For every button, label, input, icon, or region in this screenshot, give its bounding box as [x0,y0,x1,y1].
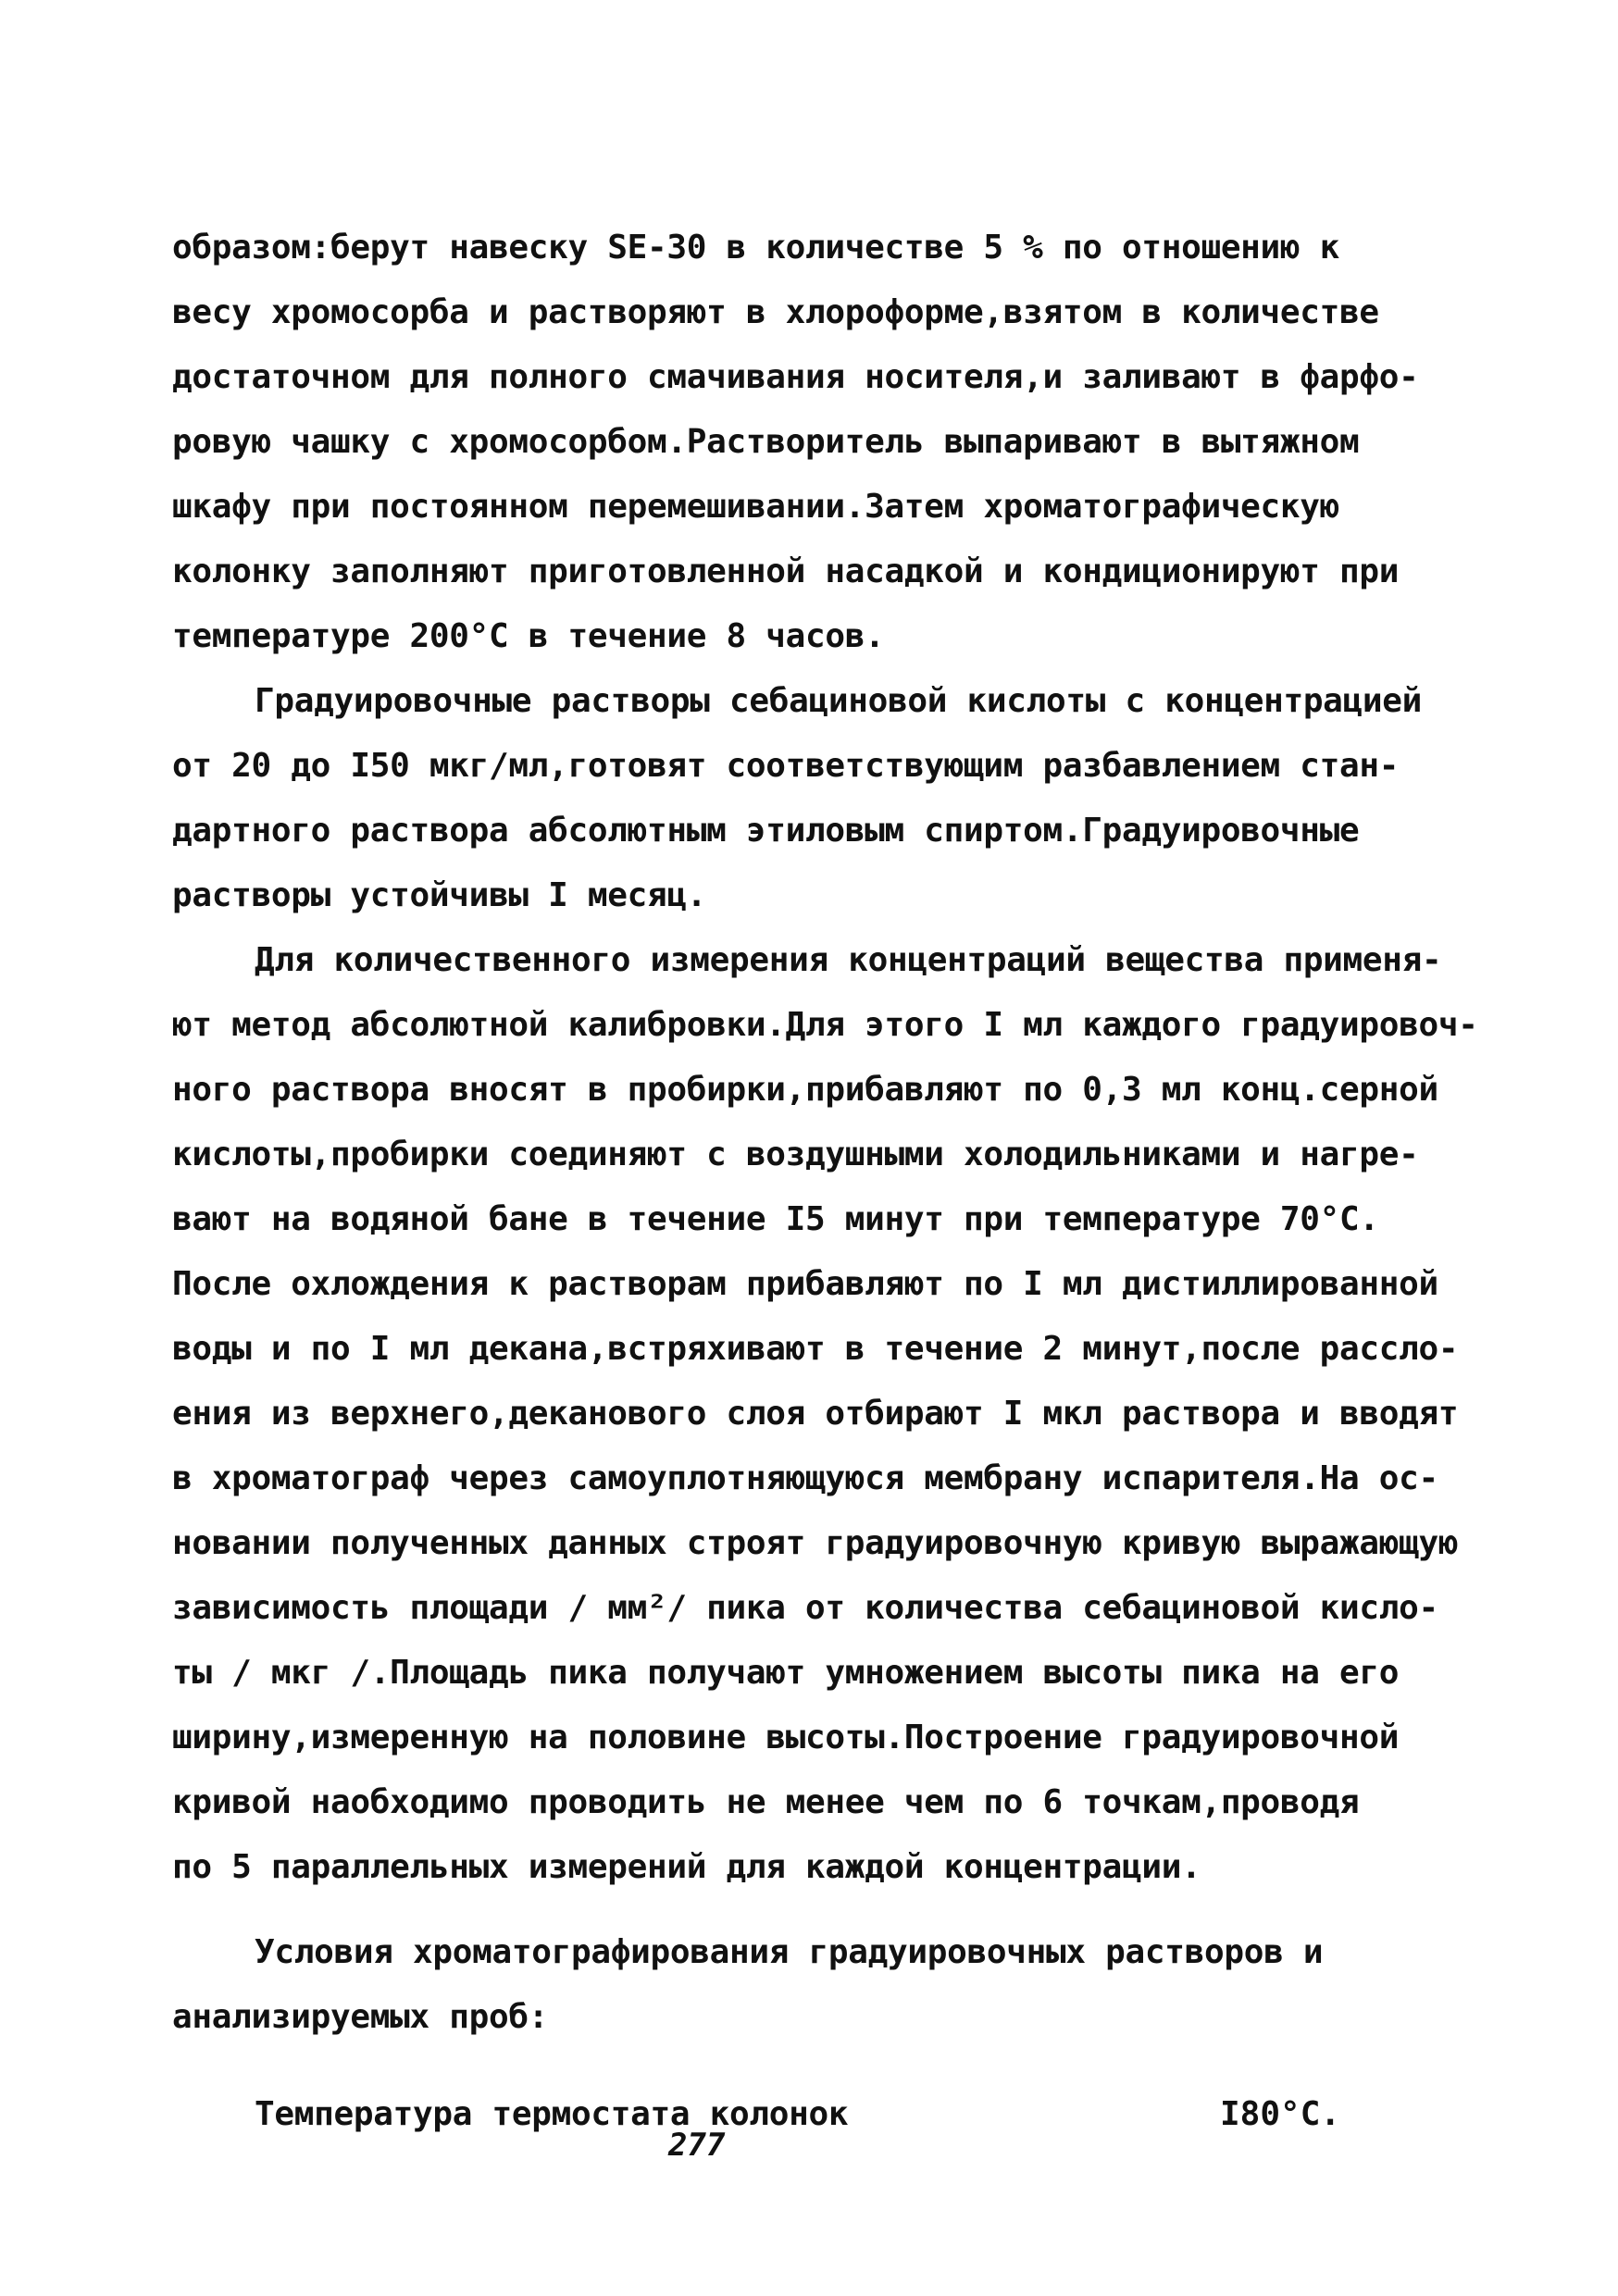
text-line: температуре 200°С в течение 8 часов. [172,617,885,655]
text-line: Градуировочные растворы себациновой кислоты с концентрацией [255,682,1423,720]
text-line: ения из верхнего,деканового слоя отбирают I мкл раствора и вводят [172,1395,1459,1433]
text-line: колонку заполняют приготовленной насадкой и кондиционируют при [172,552,1400,590]
text-line: анализируемых проб: [172,1998,549,2036]
text-line: шкафу при постоянном перемешивании.Затем хроматографическую [172,488,1340,526]
text-line: по 5 параллельных измерений для каждой концентрации. [172,1848,1201,1886]
condition-label: Температура термостата колонок [255,2095,849,2133]
text-line: Условия хроматографирования градуировочных растворов и [255,1933,1324,1971]
condition-value: I80°С. [1220,2095,1341,2133]
text-line: После охлождения к растворам прибавляют по I мл дистиллированной [172,1265,1438,1303]
text-line: ширину,измеренную на половине высоты.Построение градуировочной [172,1719,1400,1756]
text-line: растворы устойчивы I месяц. [172,876,707,914]
text-line: воды и по I мл декана,встряхивают в течение 2 минут,после рассло- [172,1330,1459,1368]
text-line: дартного раствора абсолютным этиловым спиртом.Градуировочные [172,812,1360,850]
text-line: ного раствора вносят в пробирки,прибавляют по 0,3 мл конц.серной [172,1071,1438,1109]
text-line: достаточном для полного смачивания носителя,и заливают в фарфо- [172,358,1419,396]
text-line: ют метод абсолютной калибровки.Для этого I мл каждого градуировоч- [172,1006,1478,1044]
text-line: зависимость площади / мм²/ пика от количества себациновой кисло- [172,1589,1438,1627]
text-line: ровую чашку с хромосорбом.Растворитель выпаривают в вытяжном [172,423,1360,461]
text-line: новании полученных данных строят градуировочную кривую выражающую [172,1524,1459,1562]
text-line: от 20 до I50 мкг/мл,готовят соответствующим разбавлением стан- [172,747,1400,785]
text-line: образом:берут навеску SE-30 в количестве 5 % по отношению к [172,229,1340,267]
text-line: весу хромосорба и растворяют в хлороформе,взятом в количестве [172,293,1379,331]
text-line: Для количественного измерения концентраций вещества применя- [255,941,1442,979]
text-line: кривой наобходимо проводить не менее чем по 6 точкам,проводя [172,1783,1360,1821]
text-line: кислоты,пробирки соединяют с воздушными холодильниками и нагре- [172,1136,1419,1173]
text-line: ты / мкг /.Площадь пика получают умножением высоты пика на его [172,1654,1400,1692]
page-number: 277 [668,2127,726,2164]
text-line: в хроматограф через самоуплотняющуюся мембрану испарителя.На ос- [172,1459,1438,1497]
text-line: вают на водяной бане в течение I5 минут при температуре 70°С. [172,1200,1379,1238]
